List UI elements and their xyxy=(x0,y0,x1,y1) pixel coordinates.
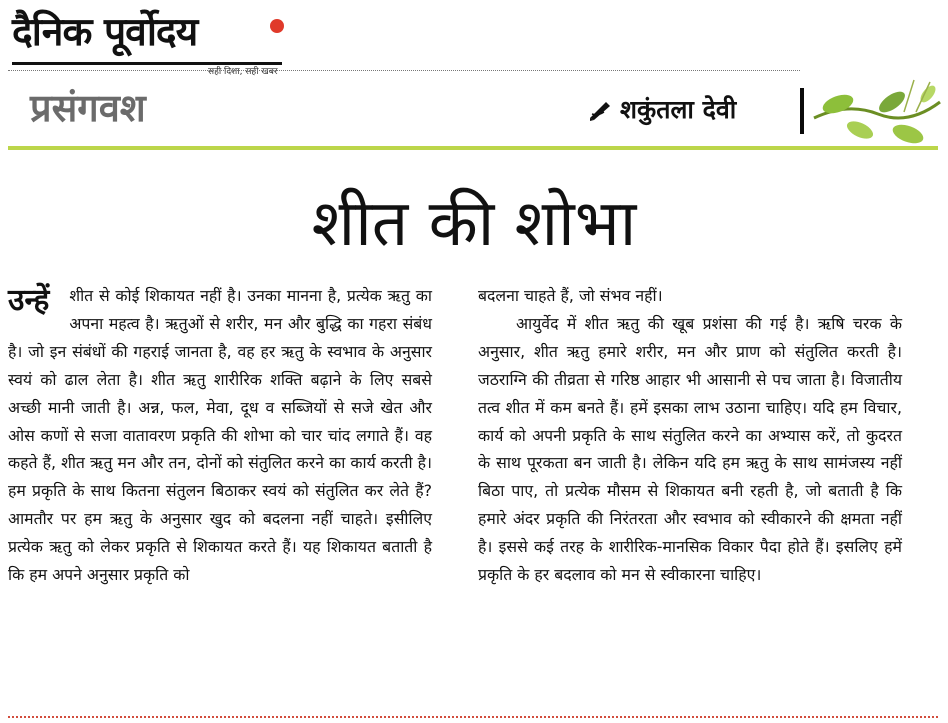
author-name: शकुंतला देवी xyxy=(620,95,737,124)
pen-icon xyxy=(588,98,616,122)
newspaper-logo: दैनिक पूर्वोदय xyxy=(12,9,198,55)
masthead xyxy=(12,8,292,78)
article-column-left xyxy=(8,282,432,589)
header-divider xyxy=(8,70,800,71)
section-label: प्रसंगवश xyxy=(30,86,146,130)
masthead-tagline: सही दिशा, सही खबर xyxy=(208,67,278,77)
article-column-right xyxy=(478,282,902,589)
author-byline xyxy=(560,88,804,134)
article-headline: शीत की शोभा xyxy=(311,187,637,261)
paragraph-continued: बदलना चाहते हैं, जो संभव नहीं। xyxy=(478,286,663,305)
paragraph-text: शीत से कोई शिकायत नहीं है। उनका मानना है, प्रत्येक ऋतु का अपना महत्व है। ऋतुओं से शरीर, मन और बुद्धि का गहरा संबंध है। जो इन संबंधों की गहराई जानता है, वह हर ऋतु के स्वभाव के अनुसार स्वयं को ढाल लेता है। शीत ऋतु शारीरिक शक्ति बढ़ाने के लिए सबसे अच्छी मानी जाती है। अन्न, फल, मेवा, दूध व सब्जियों से सजे खेत और ओस कणों से सजा वातावरण प्रकृति की शोभा को चार चांद लगाते हैं। वह कहते हैं, शीत ऋतु मन और तन, दोनों को संतुलित करने का कार्य करती है। हम प्रकृति के साथ कितना संतुलन बिठाकर स्वयं को संतुलित कर लेते हैं? आमतौर पर हम ऋतु के अनुसार खुद को बदलना नहीं चाहते। इसीलिए प्रत्येक ऋतु को लेकर प्रकृति से शिकायत करते हैं। यह शिकायत बताती है कि हम अपने अनुसार प्रकृति को xyxy=(8,286,432,585)
paragraph xyxy=(8,282,432,589)
leaf-decoration-icon xyxy=(808,72,944,152)
footer-divider xyxy=(8,716,938,718)
section-rule xyxy=(8,146,938,150)
logo-dot-icon xyxy=(270,19,284,33)
paragraph: आयुर्वेद में शीत ऋतु की खूब प्रशंसा की गई है। ऋषि चरक के अनुसार, शीत ऋतु हमारे शरीर, मन और प्राण को संतुलित करती है। जठराग्नि की तीव्रता से गरिष्ठ आहार भी आसानी से पच जाता है। विजातीय तत्व शीत में कम बनते हैं। हमें इसका लाभ उठाना चाहिए। यदि हम विचार, कार्य को अपनी प्रकृति के साथ संतुलित करने का अभ्यास करें, तो कुदरत के साथ पूरकता बन जाती है। लेकिन यदि हम ऋतु के साथ सामंजस्य नहीं बिठा पाए, तो प्रत्येक मौसम से शिकायत बनी रहती है, जो बताती है कि हमारे अंदर प्रकृति की निरंतरता और स्वभाव को स्वीकारने की क्षमता नहीं है। इससे कई तरह के शारीरिक-मानसिक विकार पैदा होते हैं। इसलिए हमें प्रकृति के हर बदलाव को मन से स्वीकारना चाहिए। xyxy=(478,313,902,585)
drop-word: उन्हें xyxy=(8,283,50,318)
